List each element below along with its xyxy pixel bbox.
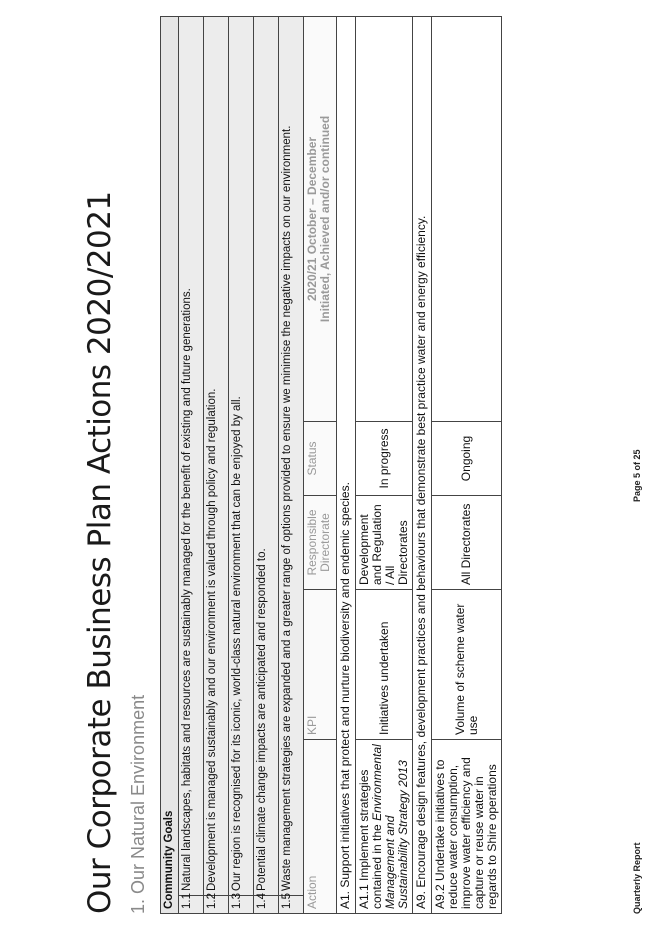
action-directorate: All Directorates [432,496,502,590]
action-text-italic: Environmental Management and Sustainability Strategy 2013 [370,744,410,909]
action-group-heading-row [337,16,356,913]
goal-row [254,16,279,913]
action-group-heading: A1. Support initiatives that protect and nurture biodiversity and endemic species. [337,16,356,913]
period-note: Initiated, Achieved and/or continued [318,115,332,323]
action-directorate: Development and Regulation / All Directorates [356,496,413,590]
action-comment [432,16,502,421]
action-group-heading: A9. Encourage design features, development practices and behaviours that demonstrate best practice water and energy efficiency. [413,16,432,913]
column-header-period [304,16,337,421]
column-header-row [304,16,337,913]
community-goals-header-row [161,16,179,913]
action-text [356,740,413,914]
goal-number: 1.2 [204,896,229,914]
action-group-heading-row [413,16,432,913]
business-plan-table [160,16,502,914]
period-label: 2020/21 October – December [305,136,319,302]
action-status: Ongoing [432,422,502,496]
action-row [356,16,413,913]
goal-number: 1.5 [279,896,304,914]
section-title: 1. Our Natural Environment [128,694,148,914]
column-header-kpi: KPI [304,590,337,740]
goal-number: 1.1 [179,896,204,914]
action-row [432,16,502,913]
goal-text: Natural landscapes, habitats and resources are sustainably managed for the benefit of existing and future generations. [179,16,204,895]
column-header-directorate: Responsible Directorate [304,496,337,590]
column-header-action: Action [304,740,337,914]
goal-row [279,16,304,913]
page-title: Our Corporate Business Plan Actions 2020/2021 [82,191,118,914]
goal-text: Our region is recognised for its iconic, world-class natural environment that can be enjoyed by all. [229,16,254,895]
goal-number: 1.3 [229,896,254,914]
action-comment [356,16,413,421]
goal-text: Potential climate change impacts are anticipated and responded to. [254,16,279,895]
action-kpi: Volume of scheme water use [432,590,502,740]
goal-number: 1.4 [254,896,279,914]
goal-row [204,16,229,913]
goal-text: Waste management strategies are expanded and a greater range of options provided to ensure we minimise the negative impacts on our environment. [279,16,304,895]
community-goals-label: Community Goals [161,16,179,913]
action-text [432,740,502,914]
footer-page-number: Page 5 of 25 [632,449,642,502]
action-kpi: Initiatives undertaken [356,590,413,740]
goal-row [229,16,254,913]
action-text-prefix: A1.1 Implement strategies contained in the [357,769,384,909]
goal-row [179,16,204,913]
action-text-prefix: A9.2 Undertake initiatives to reduce water consumption, improve water efficiency and capture or reuse water in regards to Shire operations [433,757,499,909]
column-header-status: Status [304,422,337,496]
footer-report-label: Quarterly Report [632,842,642,914]
goal-text: Development is managed sustainably and our environment is valued through policy and regulation. [204,16,229,895]
action-status: In progress [356,422,413,496]
